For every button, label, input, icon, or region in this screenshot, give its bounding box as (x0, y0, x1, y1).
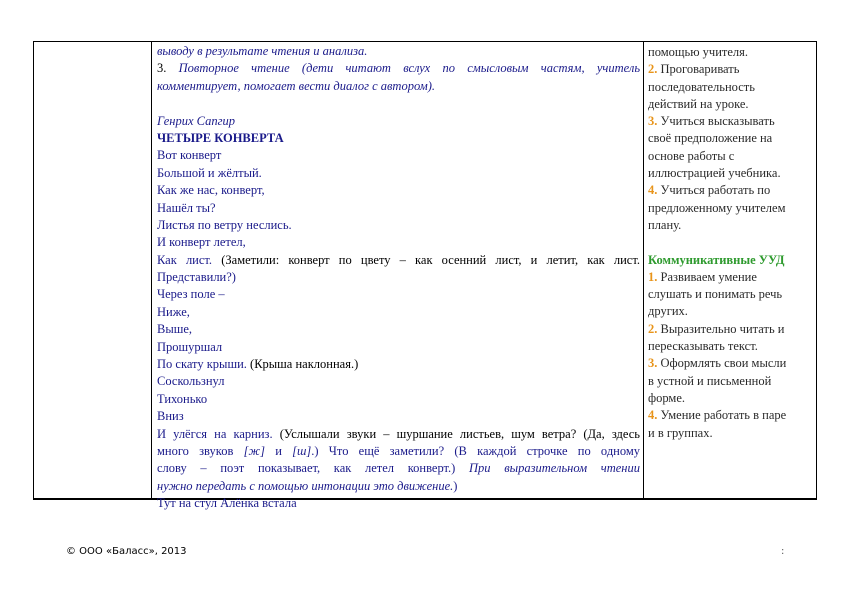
uud-item: 2. Выразительно читать и (648, 321, 785, 336)
uud-line: пересказывать текст. (648, 339, 758, 354)
table-column-uud (644, 42, 817, 498)
poem-line: Прошуршал (157, 339, 223, 354)
item-number: 4. (648, 408, 658, 423)
content-line (157, 60, 640, 77)
step-text: Повторное чтение (дети читают вслух по смысловым частям, учитель (178, 61, 641, 76)
lesson-table (33, 41, 817, 511)
teacher-note: (Услышали звуки – шуршание листьев, шум ветра? (Да, здесь (279, 426, 640, 441)
uud-line: последовательность (648, 79, 755, 94)
poem-line: Ниже, (157, 304, 190, 319)
uud-line: других. (648, 304, 688, 319)
teacher-note: (Крыша наклонная.) (250, 357, 359, 372)
uud-item: 3. Учиться высказывать (648, 114, 775, 129)
content-line: комментирует, помогает вести диалог с автором). (157, 78, 435, 93)
table-column-stage (34, 42, 152, 498)
teacher-note: много звуков [ж] и [ш].) Что ещё заметили? (В каждой строчке по одному (157, 443, 641, 458)
poem-line: Вниз (157, 409, 184, 424)
poem-line: Выше, (157, 322, 193, 337)
poem-line: Как же нас, конверт, (157, 183, 265, 198)
poem-line: Соскользнул (157, 374, 225, 389)
poem-line: И конверт летел, (157, 235, 246, 250)
item-number: 4. (648, 183, 658, 198)
poem-line: Тихонько (157, 391, 208, 406)
poem-line: Листья по ветру неслись. (157, 217, 292, 232)
page-mark: : (781, 546, 785, 557)
uud-line: иллюстрацией учебника. (648, 166, 781, 181)
poem-line (157, 356, 640, 373)
teacher-note: (Заметили: конверт по цвету – как осенний лист, и летит, как лист. (221, 252, 640, 267)
poem-fragment: Как лист. (157, 252, 213, 267)
footer-copyright: © ООО «Баласс», 2013 (66, 546, 187, 557)
item-number: 2. (648, 321, 658, 336)
poem-line: Вот конверт (157, 148, 222, 163)
uud-line: действий на уроке. (648, 96, 749, 111)
uud-item: 4. Умение работать в паре (648, 408, 787, 423)
poem-line: Большой и жёлтый. (157, 165, 262, 180)
uud-line: помощью учителя. (648, 45, 748, 59)
uud-line: форме. (648, 390, 685, 405)
poem-line (157, 252, 640, 269)
uud-item: 1. Развиваем умение (648, 269, 757, 284)
uud-line: плану. (648, 217, 682, 232)
uud-heading: Коммуникативные УУД (648, 252, 785, 267)
uud-item: 2. Проговаривать (648, 62, 740, 77)
content-line: выводу в результате чтения и анализа. (157, 44, 368, 58)
table-column-content (152, 42, 644, 511)
poem-title: ЧЕТЫРЕ КОНВЕРТА (157, 130, 284, 145)
item-number: 3. (648, 114, 658, 129)
poem-line: Нашёл ты? (157, 200, 216, 215)
uud-line: предложенному учителем (648, 200, 786, 215)
item-number: 1. (648, 269, 658, 284)
teacher-note: слову – поэт показывает, как летел конверт.) При выразительном чтении (157, 461, 640, 476)
uud-item: 3. Оформлять свои мысли (648, 356, 787, 371)
item-number: 2. (648, 62, 658, 77)
uud-line: и в группах. (648, 425, 713, 440)
poem-line (157, 426, 640, 443)
item-number: 3. (648, 356, 658, 371)
teacher-note: Представили?) (157, 270, 236, 285)
uud-line: в устной и письменной (648, 373, 772, 388)
sound-zh: [ж] (243, 443, 265, 458)
uud-line: основе работы с (648, 148, 735, 163)
step-number: 3. (157, 61, 167, 76)
poem-author: Генрих Сапгир (157, 113, 235, 128)
poem-fragment: И улёгся на карниз. (157, 426, 273, 441)
poem-line: Тут на стул Алёнка встала (157, 496, 297, 511)
teacher-note: нужно передать с помощью интонации это движение.) (157, 478, 458, 493)
uud-line: слушать и понимать речь (648, 287, 783, 302)
poem-fragment: По скату крыши. (157, 357, 247, 372)
uud-item: 4. Учиться работать по (648, 183, 771, 198)
poem-line: Через поле – (157, 287, 225, 302)
uud-line: своё предположение на (648, 131, 773, 146)
sound-sh: [ш] (292, 443, 312, 458)
